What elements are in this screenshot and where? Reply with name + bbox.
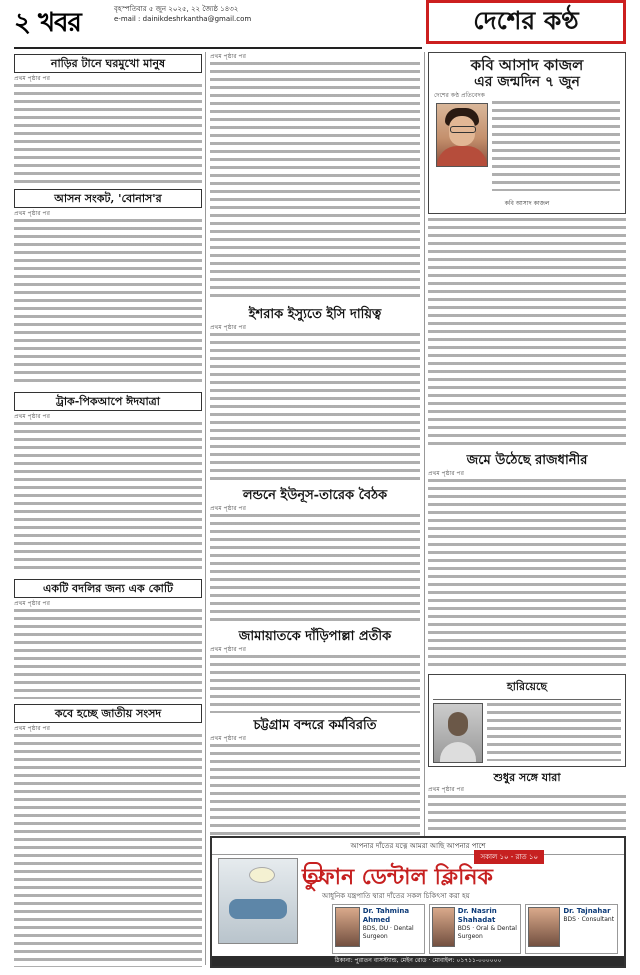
masthead-rule (14, 47, 422, 49)
article-body (14, 422, 202, 574)
doctor-detail: BDS, DU · Dental Surgeon (362, 925, 414, 940)
column-left (14, 52, 202, 967)
profile-title: কবি আসাদ কাজল (470, 56, 584, 74)
doctor-detail: BDS · Consultant (563, 916, 615, 923)
article-dateline: প্রথম পৃষ্ঠার পর (14, 210, 50, 217)
publication-date: বৃহস্পতিবার ৫ জুন ২০২৫, ২২ জ্যৈষ্ঠ ১৪৩২ (114, 5, 239, 13)
article-headline: একটি বদলির জন্য এক কোটি (14, 579, 202, 598)
article-body (428, 795, 626, 835)
ad-title: তুফান ডেন্টাল ক্লিনিক (302, 864, 493, 890)
article-body (428, 218, 626, 448)
profile-body (434, 101, 620, 195)
article-body (14, 609, 202, 699)
profile-text (492, 101, 620, 191)
profile-subtitle: এর জন্মদিন ৭ জুন (474, 74, 580, 90)
brand-logo (426, 0, 626, 44)
article-body (14, 734, 202, 967)
article-dateline: প্রথম পৃষ্ঠার পর (14, 75, 50, 82)
column-divider (424, 52, 425, 965)
publication-info (114, 4, 251, 24)
missing-notice (428, 674, 626, 767)
doctor-photo (432, 907, 455, 947)
article-headline: ইশরাক ইস্যুতে ইসি দায়িত্ব (248, 307, 382, 322)
profile-caption: কবি আসাদ কাজল (504, 200, 550, 207)
ad-subtitle: আধুনিক যন্ত্রপাতি দ্বারা দাঁতের সকল চিকিৎসা করা হয় (322, 892, 470, 900)
article (428, 453, 626, 669)
article-headline: চট্টগ্রাম বন্দরে কর্মবিরতি (253, 718, 377, 733)
column-right (428, 52, 626, 967)
profile-feature (428, 52, 626, 214)
article-dateline: প্রথম পৃষ্ঠার পর (14, 600, 50, 607)
article-dateline: প্রথম পৃষ্ঠার পর (210, 324, 246, 331)
page-number: ২ খবর (14, 8, 81, 38)
article-body (14, 219, 202, 387)
doctor-photo (528, 907, 560, 947)
column-divider (205, 52, 206, 965)
article (210, 307, 420, 483)
ad-footer: ঠিকানা: পুরাতন বাসস্ট্যান্ড, মেইন রোড · মোবাইল: ০১৭১১-০০০০০০ (212, 956, 624, 966)
article (14, 54, 202, 184)
doctor-card (525, 904, 618, 954)
article (210, 53, 420, 302)
article (210, 488, 420, 624)
doctor-list (332, 904, 618, 954)
article-body (210, 514, 420, 624)
article (14, 579, 202, 699)
article-body (210, 655, 420, 713)
article-headline: জমে উঠেছে রাজধানীর (466, 453, 588, 468)
article-body (14, 84, 202, 184)
article-dateline: প্রথম পৃষ্ঠার পর (428, 786, 464, 793)
article-headline: ট্রাক-পিকআপে ঈদযাত্রা (14, 392, 202, 411)
article-dateline: প্রথম পৃষ্ঠার পর (210, 735, 246, 742)
profile-body-text (492, 101, 620, 191)
article-headline: কবে হচ্ছে জাতীয় সংসদ (14, 704, 202, 723)
article-body (210, 62, 420, 302)
ad-hours-badge: সকাল ১০ - রাত ১০ (474, 850, 544, 864)
doctor-card (429, 904, 522, 954)
article-dateline: প্রথম পৃষ্ঠার পর (210, 53, 246, 60)
article (428, 771, 626, 835)
article-headline: নাড়ির টানে ঘরমুখো মানুষ (14, 54, 202, 73)
article-dateline: প্রথম পৃষ্ঠার পর (14, 413, 50, 420)
doctor-card (332, 904, 425, 954)
article-headline: শুধুর সঙ্গে যারা (493, 771, 561, 784)
doctor-name: Dr. Nasrin Shahadat (457, 907, 497, 924)
missing-notice-text (487, 703, 621, 761)
article-dateline: প্রথম পৃষ্ঠার পর (210, 646, 246, 653)
article (14, 392, 202, 574)
article-dateline: প্রথম পৃষ্ঠার পর (428, 470, 464, 477)
article (14, 189, 202, 387)
article-headline: লন্ডনে ইউনূস-তারেক বৈঠক (242, 488, 388, 503)
article (428, 218, 626, 448)
article (14, 704, 202, 967)
missing-notice-title: হারিয়েছে (433, 678, 621, 700)
doctor-name: Dr. Tahmina Ahmed (362, 907, 410, 924)
masthead (14, 0, 626, 50)
doctor-name: Dr. Tajnahar (563, 907, 611, 915)
clinic-photo (218, 858, 298, 944)
article-dateline: প্রথম পৃষ্ঠার পর (14, 725, 50, 732)
ad-tagline: আপনার দাঁতের যত্নে আমরা আছি আপনার পাশে (212, 838, 624, 855)
article-headline: আসন সংকট, 'বোনাস'র (14, 189, 202, 208)
doctor-detail: BDS · Oral & Dental Surgeon (457, 925, 517, 940)
dental-clinic-ad (210, 836, 626, 968)
article-body (210, 333, 420, 483)
article-body (428, 479, 626, 669)
column-middle (210, 52, 420, 967)
doctor-photo (335, 907, 360, 947)
publication-email: e-mail : dainikdeshrkantha@gmail.com (114, 15, 252, 23)
article-dateline: প্রথম পৃষ্ঠার পর (210, 505, 246, 512)
profile-dateline: দেশের কণ্ঠ প্রতিবেদক (434, 92, 485, 99)
article (210, 718, 420, 842)
brand-name: দেশের কণ্ঠ (473, 5, 579, 35)
article (210, 629, 420, 713)
article-headline: জামায়াতকে দাঁড়িপাল্লা প্রতীক (238, 629, 392, 644)
missing-person-photo (433, 703, 483, 763)
article-body (210, 744, 420, 842)
portrait-photo (436, 103, 488, 167)
